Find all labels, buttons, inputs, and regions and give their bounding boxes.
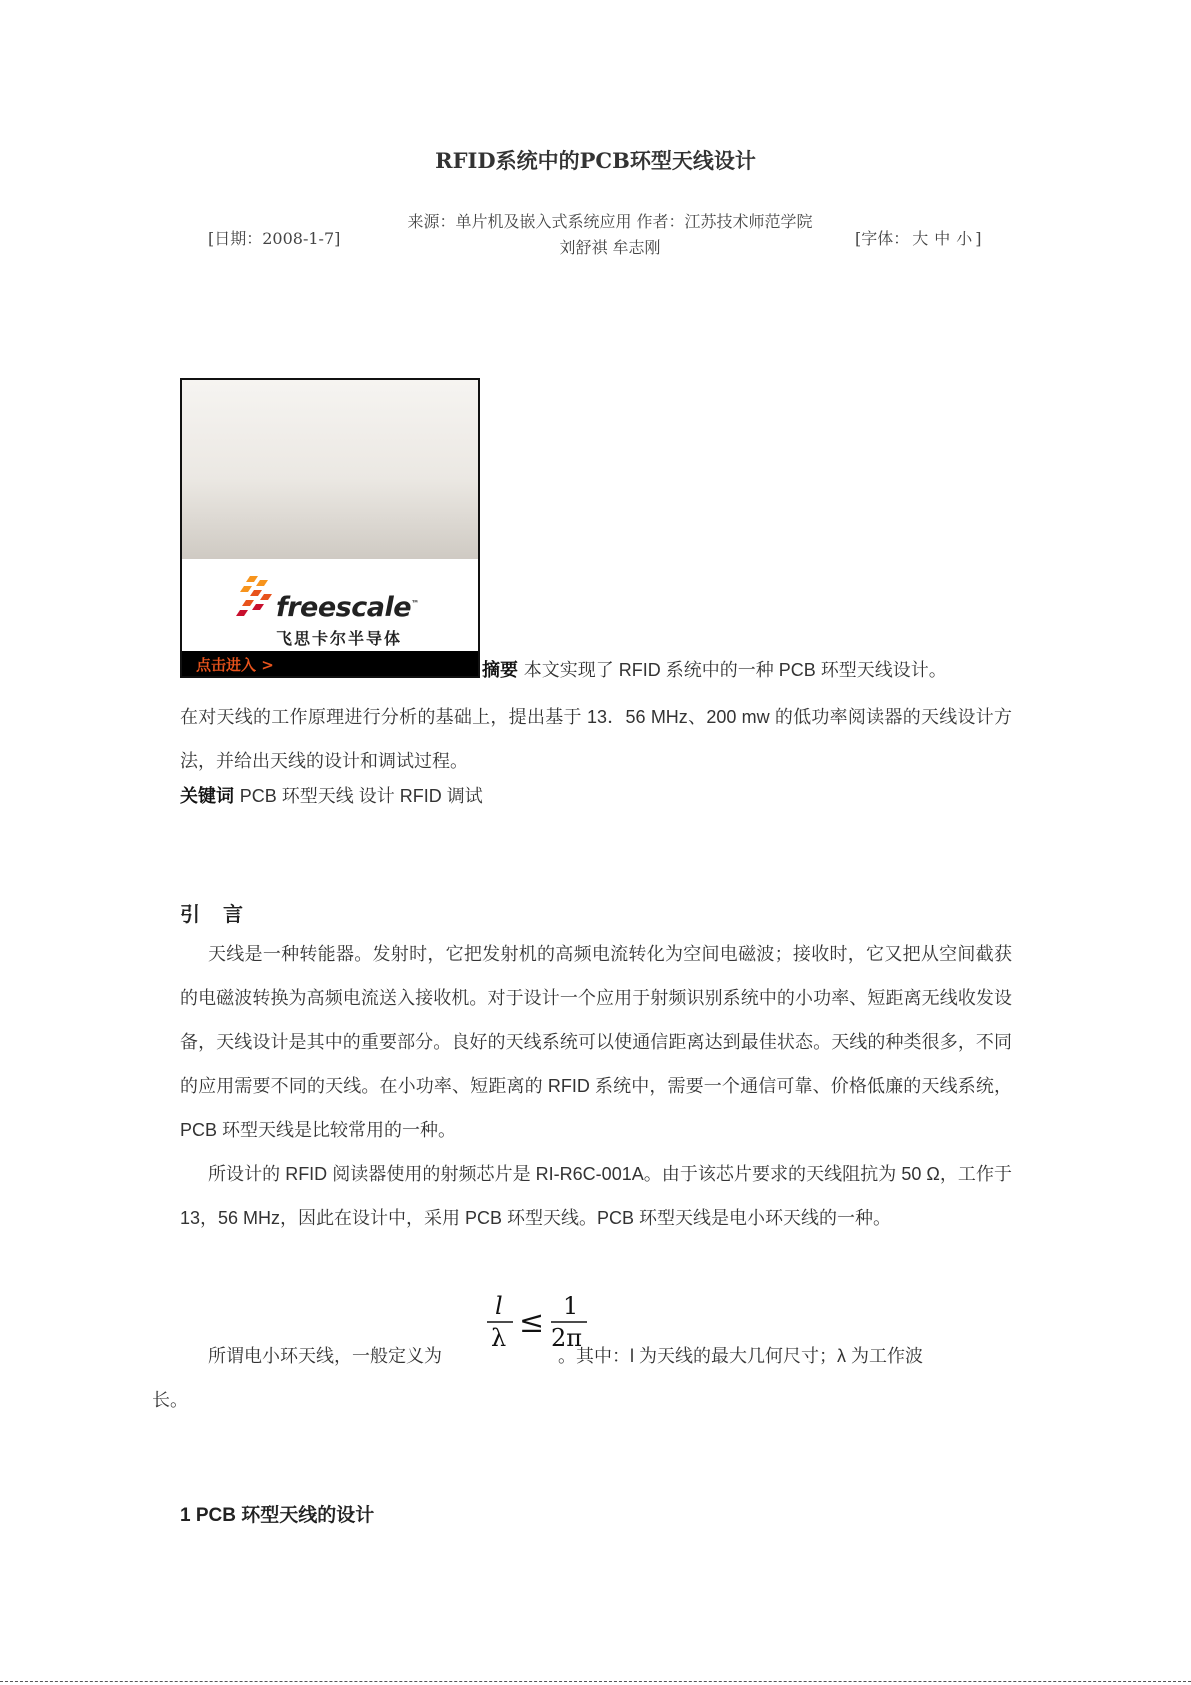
formula-den-right: 2π bbox=[551, 1324, 583, 1352]
source-line-1: 来源：单片机及嵌入式系统应用 作者：江苏技术师范学院 bbox=[407, 212, 813, 231]
page-title: RFID系统中的PCB环型天线设计 bbox=[435, 148, 756, 173]
formula-den-left: λ bbox=[491, 1324, 507, 1352]
p3-after-formula: 。其中：l 为天线的最大几何尺寸；λ 为工作波 bbox=[558, 1346, 923, 1366]
brand-chinese-name: 飞思卡尔半导体 bbox=[276, 629, 403, 648]
page-bottom-rule bbox=[0, 1681, 1191, 1682]
keywords-label: 关键词 bbox=[180, 786, 234, 807]
font-size-suffix: ] bbox=[975, 229, 982, 248]
intro-heading: 引 言 bbox=[180, 902, 251, 926]
freescale-logo bbox=[236, 568, 426, 648]
formula-num-left: l bbox=[495, 1292, 503, 1320]
intro-paragraph-3 bbox=[152, 1334, 1012, 1422]
intro-paragraph-1: 天线是一种转能器。发射时，它把发射机的高频电流转化为空间电磁波；接收时，它又把从空间截获的电磁波转换为高频电流送入接收机。对于设计一个应用于射频识别系统中的小功率、短距离无线收发设备，天线设计是其中的重要部分。良好的天线系统可以使通信距离达到最佳状态。天线的种类很多，不同的应用需要不同的天线。在小功率、短距离的 RFID 系统中，需要一个通信可靠、价格低廉的天线系统，PCB 环型天线是比较常用的一种。 bbox=[180, 944, 1012, 1140]
trademark-symbol: ™ bbox=[411, 599, 419, 608]
freescale-mark-icon bbox=[236, 574, 280, 620]
freescale-ad-banner[interactable] bbox=[180, 378, 480, 678]
keywords-line bbox=[180, 782, 1012, 808]
freescale-wordmark bbox=[276, 592, 419, 623]
source-line-2: 刘舒祺 牟志刚 bbox=[559, 238, 661, 257]
font-size-selector bbox=[855, 226, 982, 252]
brand-name: freescale bbox=[276, 592, 412, 623]
formula-l-over-lambda bbox=[483, 1290, 591, 1354]
ad-enter-bar[interactable] bbox=[182, 651, 478, 676]
abstract-line-1: 本文实现了 RFID 系统中的一种 PCB 环型天线设计。 bbox=[523, 660, 947, 680]
ad-enter-link[interactable]: 点击进入 > bbox=[196, 656, 274, 674]
font-small-link[interactable]: 小 bbox=[956, 229, 973, 248]
p3-tail: 长。 bbox=[152, 1390, 188, 1410]
source-author bbox=[370, 209, 850, 261]
abstract-label: 摘要 bbox=[482, 660, 518, 681]
p3-before-formula: 所谓电小环天线，一般定义为 bbox=[208, 1346, 442, 1366]
font-large-link[interactable]: 大 bbox=[912, 229, 929, 248]
section-1-heading: 1 PCB 环型天线的设计 bbox=[180, 1505, 375, 1526]
formula-num-right: 1 bbox=[563, 1292, 579, 1320]
font-medium-link[interactable]: 中 bbox=[934, 229, 951, 248]
publish-date: [日期：2008-1-7] bbox=[208, 229, 341, 248]
ad-gradient-panel bbox=[182, 380, 478, 559]
keywords-text: PCB 环型天线 设计 RFID 调试 bbox=[239, 786, 483, 806]
abstract-body: 在对天线的工作原理进行分析的基础上，提出基于 13．56 MHz、200 mw 的低功率阅读器的天线设计方法，并给出天线的设计和调试过程。 bbox=[180, 707, 1012, 771]
formula-relation: ≤ bbox=[519, 1305, 545, 1340]
intro-paragraph-2: 所设计的 RFID 阅读器使用的射频芯片是 RI-R6C-001A。由于该芯片要求的天线阻抗为 50 Ω，工作于 13，56 MHz，因此在设计中，采用 PCB 环型天线。PCB 环型天线是电小环天线的一种。 bbox=[180, 1164, 1012, 1228]
abstract-first-line bbox=[482, 656, 1012, 682]
font-size-prefix: [字体： bbox=[855, 229, 910, 248]
